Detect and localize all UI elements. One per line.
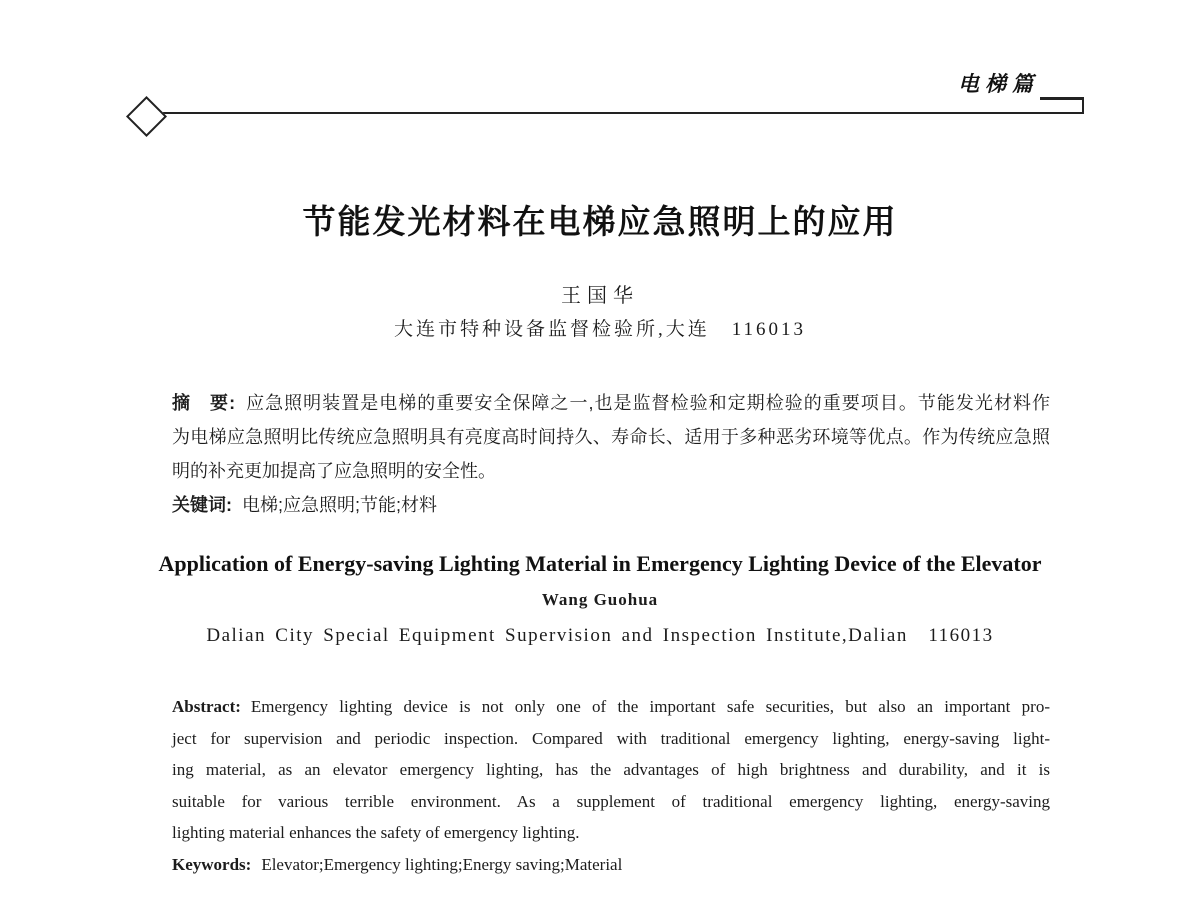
keywords-cn-label: 关键词: — [172, 495, 232, 515]
abstract-en-label: Abstract: — [172, 697, 241, 716]
diamond-icon — [126, 96, 167, 137]
abstract-cn-line-1 — [172, 386, 1050, 420]
abstract-cn-line-1-text: 应急照明装置是电梯的重要安全保障之一,也是监督检验和定期检验的重要项目。节能发光材料作 — [245, 393, 1050, 413]
abstract-en-line-2-text: ject for supervision and periodic inspection. Compared with traditional emergency lighting, energy-saving light- — [172, 728, 1050, 748]
article-title-en: Application of Energy-saving Lighting Material in Emergency Lighting Device of the Elevator — [158, 551, 1042, 576]
keywords-cn-text: 电梯;应急照明;节能;材料 — [242, 495, 438, 515]
author-en: Wang Guohua — [541, 590, 659, 609]
abstract-en-line-3 — [172, 754, 1050, 786]
abstract-en — [172, 691, 1050, 880]
author-cn: 王国华 — [561, 285, 639, 307]
affiliation-cn: 大连市特种设备监督检验所,大连 116013 — [393, 319, 807, 340]
abstract-en-line-1 — [172, 691, 1050, 723]
keywords-cn — [172, 488, 1050, 522]
abstract-en-line-2 — [172, 723, 1050, 755]
abstract-cn-label: 摘 要: — [172, 393, 236, 413]
abstract-en-line-3-text: ing material, as an elevator emergency lighting, has the advantages of high brightness and durability, and it is — [172, 760, 1050, 779]
section-label: 电梯篇 — [958, 72, 1039, 96]
abstract-en-line-5-text: lighting material enhances the safety of emergency lighting. — [172, 823, 580, 842]
abstract-en-line-1-text: Emergency lighting device is not only one of the important safe securities, but also an important pro- — [250, 697, 1050, 716]
keywords-en-text: Elevator;Emergency lighting;Energy saving;Material — [261, 854, 623, 874]
abstract-cn — [172, 386, 1050, 522]
abstract-en-line-4 — [172, 786, 1050, 818]
keywords-en — [172, 849, 1050, 881]
abstract-cn-line-3 — [172, 454, 1050, 488]
abstract-en-line-5 — [172, 817, 1050, 849]
abstract-cn-line-2 — [172, 420, 1050, 454]
article-title-cn: 节能发光材料在电梯应急照明上的应用 — [302, 203, 898, 240]
header-rule — [163, 112, 1084, 114]
header-rule-tab — [1040, 97, 1084, 100]
keywords-en-label: Keywords: — [172, 854, 252, 874]
abstract-cn-line-3-text: 明的补充更加提高了应急照明的安全性。 — [172, 461, 496, 481]
abstract-cn-line-2-text: 为电梯应急照明比传统应急照明具有亮度高时间持久、寿命长、适用于多种恶劣环境等优点。作为传统应急照 — [172, 427, 1050, 447]
abstract-en-line-4-text: suitable for various terrible environment. As a supplement of traditional emergency lighting, energy-saving — [172, 791, 1050, 811]
affiliation-en: Dalian City Special Equipment Supervision and Inspection Institute,Dalian 116013 — [206, 625, 994, 646]
